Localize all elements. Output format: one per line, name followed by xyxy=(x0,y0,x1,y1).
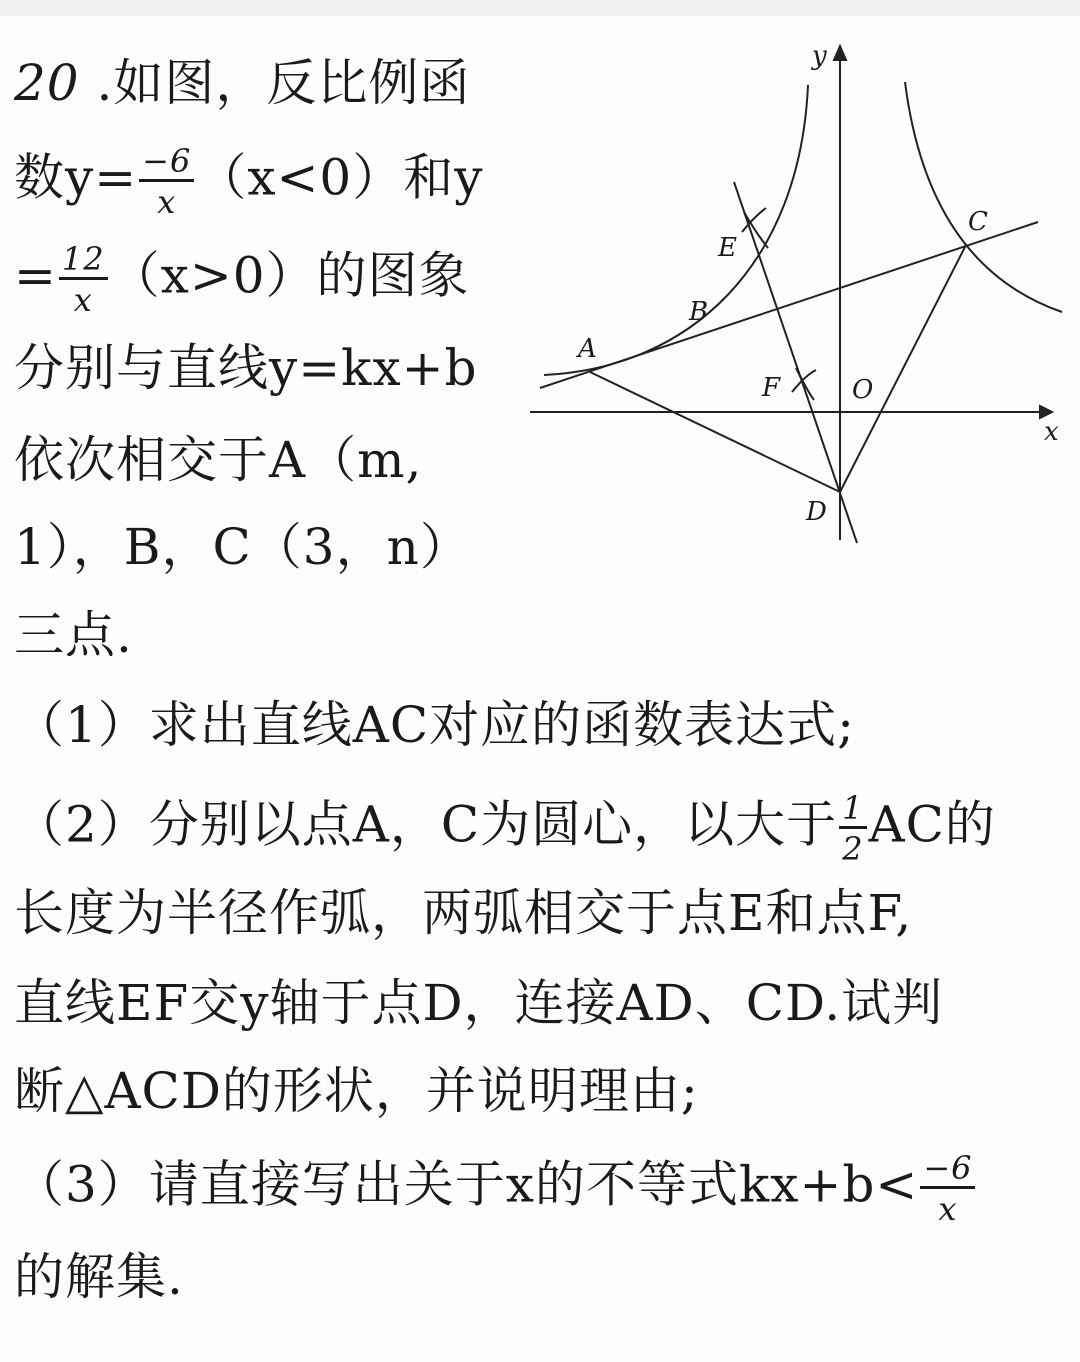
label-x-axis: x xyxy=(1044,417,1059,447)
fraction-one-half xyxy=(839,789,866,868)
problem-line-2a: 数y= xyxy=(14,148,138,207)
question-2-line-4: 断△ACD的形状，并说明理由; xyxy=(14,1062,699,1120)
geometry-figure xyxy=(525,35,1070,555)
label-e: E xyxy=(718,233,737,263)
line-ef xyxy=(734,182,857,543)
label-d: D xyxy=(806,497,827,527)
segment-ad xyxy=(590,372,840,492)
question-2-line-1 xyxy=(14,789,996,868)
question-3-line-1 xyxy=(14,1149,977,1228)
fraction-neg6-over-x xyxy=(920,1149,975,1228)
fraction-neg6-over-x xyxy=(139,142,194,221)
question-2a: （2）分别以点A，C为圆心，以大于 xyxy=(14,795,838,854)
fraction-numerator: −6 xyxy=(920,1152,975,1189)
fraction-denominator: x xyxy=(157,183,177,221)
question-3-line-2: 的解集. xyxy=(14,1248,184,1306)
label-f: F xyxy=(762,373,781,403)
line-ac xyxy=(540,222,1038,388)
fraction-numerator: −6 xyxy=(139,145,194,182)
label-b: B xyxy=(689,297,709,327)
problem-line-4: 分别与直线y=kx+b xyxy=(14,339,478,397)
hyperbola-right-branch xyxy=(905,82,1062,312)
question-1: （1）求出直线AC对应的函数表达式; xyxy=(14,696,856,754)
problem-number: 20 xyxy=(14,54,80,112)
problem-line-2b: （x<0）和y xyxy=(196,148,484,207)
figure-svg xyxy=(525,35,1070,555)
problem-line-3b: （x>0）的图象 xyxy=(109,246,470,305)
problem-line-7: 三点. xyxy=(14,606,133,664)
fraction-numerator: 1 xyxy=(839,792,866,829)
top-strip xyxy=(0,0,1080,16)
problem-line-5: 依次相交于A（m, xyxy=(14,431,423,489)
fraction-denominator: 2 xyxy=(842,830,864,868)
label-c: C xyxy=(968,207,988,237)
fraction-numerator: 12 xyxy=(59,243,108,280)
problem-line-1-text: .如图，反比例函 xyxy=(96,54,471,112)
label-a: A xyxy=(578,334,597,364)
question-2-line-2: 长度为半径作弧，两弧相交于点E和点F, xyxy=(14,884,913,942)
fraction-12-over-x xyxy=(59,240,108,319)
problem-line-2 xyxy=(14,142,484,221)
problem-line-3 xyxy=(14,240,470,319)
problem-line-6: 1），B，C（3，n） xyxy=(14,518,471,576)
question-3a: （3）请直接写出关于x的不等式kx+b< xyxy=(14,1155,919,1214)
problem-line-1 xyxy=(14,54,471,112)
question-2-line-3: 直线EF交y轴于点D，连接AD、CD.试判 xyxy=(14,974,944,1032)
label-o: O xyxy=(852,375,874,405)
fraction-denominator: x xyxy=(938,1190,958,1228)
label-y-axis: y xyxy=(812,41,827,71)
question-2b: AC的 xyxy=(868,795,996,854)
y-axis-arrow xyxy=(834,46,846,60)
fraction-denominator: x xyxy=(73,281,93,319)
hyperbola-left-branch xyxy=(544,85,808,375)
problem-line-3a: = xyxy=(14,246,57,305)
